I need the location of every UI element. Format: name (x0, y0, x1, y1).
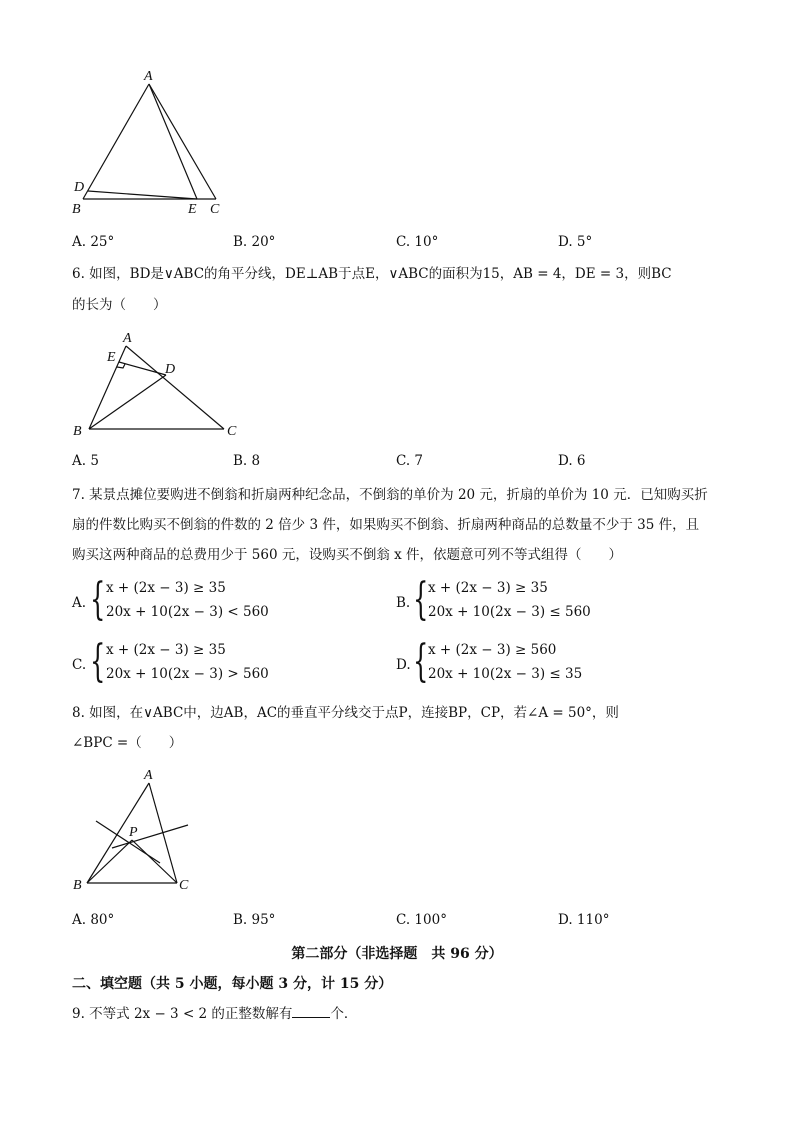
q8-stem-line2: ∠BPC =（ ） (72, 735, 183, 751)
q7-stem-line2: 扇的件数比购买不倒翁的件数的 2 倍少 3 件，如果购买不倒翁、折扇两种商品的总数量不少于 35 件，且 (72, 517, 700, 533)
q8-option-c[interactable]: C. 100° (396, 912, 447, 928)
q6-side-ac (126, 346, 224, 429)
q9-answer-blank[interactable] (292, 1003, 330, 1018)
q7-stem-line3: 购买这两种商品的总费用少于 560 元，设购买不倒翁 x 件，依题意可列不等式组得（ ） (72, 547, 623, 563)
q5-label-b: B (72, 202, 81, 217)
q6-option-b[interactable]: B. 8 (233, 453, 261, 469)
q6-option-c[interactable]: C. 7 (396, 453, 424, 469)
q6-label-c: C (227, 424, 237, 439)
q6-label-a: A (123, 331, 132, 346)
part2-title: 第二部分（非选择题 共 96 分） (291, 946, 503, 962)
q5-label-d: D (74, 180, 85, 195)
q6-label-e: E (107, 350, 116, 365)
q6-segment-de (119, 362, 166, 375)
q6-stem-line1: 6. 如图，BD是∨ABC的角平分线，DE⊥AB于点E，∨ABC的面积为15，AB = 4，DE = 3，则BC (72, 266, 672, 282)
q5-option-b[interactable]: B. 20° (233, 234, 276, 250)
q7-option-d-line1: x + (2x − 3) ≥ 560 (428, 642, 557, 658)
q7-stem-line1: 7. 某景点摊位要购进不倒翁和折扇两种纪念品，不倒翁的单价为 20 元，折扇的单价为 10 元．已知购买折 (72, 487, 708, 503)
q7-option-c-line2: 20x + 10(2x − 3) > 560 (106, 666, 269, 682)
q8-perp-bisector-ab (96, 821, 160, 863)
q8-triangle-figure (70, 764, 200, 894)
q9-stem-after: 个． (330, 1006, 358, 1022)
q7-option-c-label: C. (72, 657, 87, 673)
q8-label-p: P (129, 825, 138, 840)
q5-label-a: A (144, 69, 153, 84)
q8-option-a[interactable]: A. 80° (72, 912, 115, 928)
q5-option-d[interactable]: D. 5° (558, 234, 593, 250)
q7-option-d-line2: 20x + 10(2x − 3) ≤ 35 (428, 666, 583, 682)
q8-label-b: B (73, 878, 82, 893)
q6-label-d: D (165, 362, 176, 377)
q5-label-c: C (210, 202, 220, 217)
q6-stem-line2: 的长为（ ） (72, 297, 167, 313)
q7-option-a-line2: 20x + 10(2x − 3) < 560 (106, 604, 269, 620)
q9-stem (72, 1003, 357, 1024)
q6-option-d[interactable]: D. 6 (558, 453, 586, 469)
q6-label-b: B (73, 424, 82, 439)
q8-segment-cp (132, 840, 177, 883)
q7-option-d-label: D. (396, 657, 411, 673)
q7-option-b-line2: 20x + 10(2x − 3) ≤ 560 (428, 604, 591, 620)
q5-option-a[interactable]: A. 25° (72, 234, 115, 250)
q7-option-b-line1: x + (2x − 3) ≥ 35 (428, 580, 548, 596)
q5-side-ab (83, 84, 149, 199)
q9-stem-before: 9. 不等式 2x − 3 < 2 的正整数解有 (72, 1006, 293, 1022)
section-fill-in-heading: 二、填空题（共 5 小题，每小题 3 分，计 15 分） (72, 976, 393, 992)
q5-option-c[interactable]: C. 10° (396, 234, 439, 250)
q8-option-d[interactable]: D. 110° (558, 912, 610, 928)
q8-side-ab (87, 783, 149, 883)
q7-option-a-brace: { (90, 574, 106, 625)
q7-option-b-brace: { (413, 574, 429, 625)
q8-option-b[interactable]: B. 95° (233, 912, 276, 928)
q7-option-a-line1: x + (2x − 3) ≥ 35 (106, 580, 226, 596)
q5-label-e: E (188, 202, 197, 217)
q8-label-a: A (144, 768, 153, 783)
q7-option-c-line1: x + (2x − 3) ≥ 35 (106, 642, 226, 658)
q7-option-a-label: A. (72, 595, 87, 611)
q7-option-c-brace: { (90, 636, 106, 687)
q6-triangle-figure (70, 326, 250, 441)
q5-side-ac (149, 84, 216, 199)
q8-label-c: C (179, 878, 189, 893)
q8-perp-bisector-ac (112, 825, 188, 848)
q7-option-b-label: B. (396, 595, 411, 611)
q5-triangle-figure (70, 66, 230, 221)
q5-segment-de (88, 191, 197, 199)
q5-segment-ae (149, 84, 197, 199)
q8-stem-line1: 8. 如图，在∨ABC中，边AB，AC的垂直平分线交于点P，连接BP，CP，若∠A = 50°，则 (72, 705, 619, 721)
q7-option-d-brace: { (413, 636, 429, 687)
q6-option-a[interactable]: A. 5 (72, 453, 99, 469)
